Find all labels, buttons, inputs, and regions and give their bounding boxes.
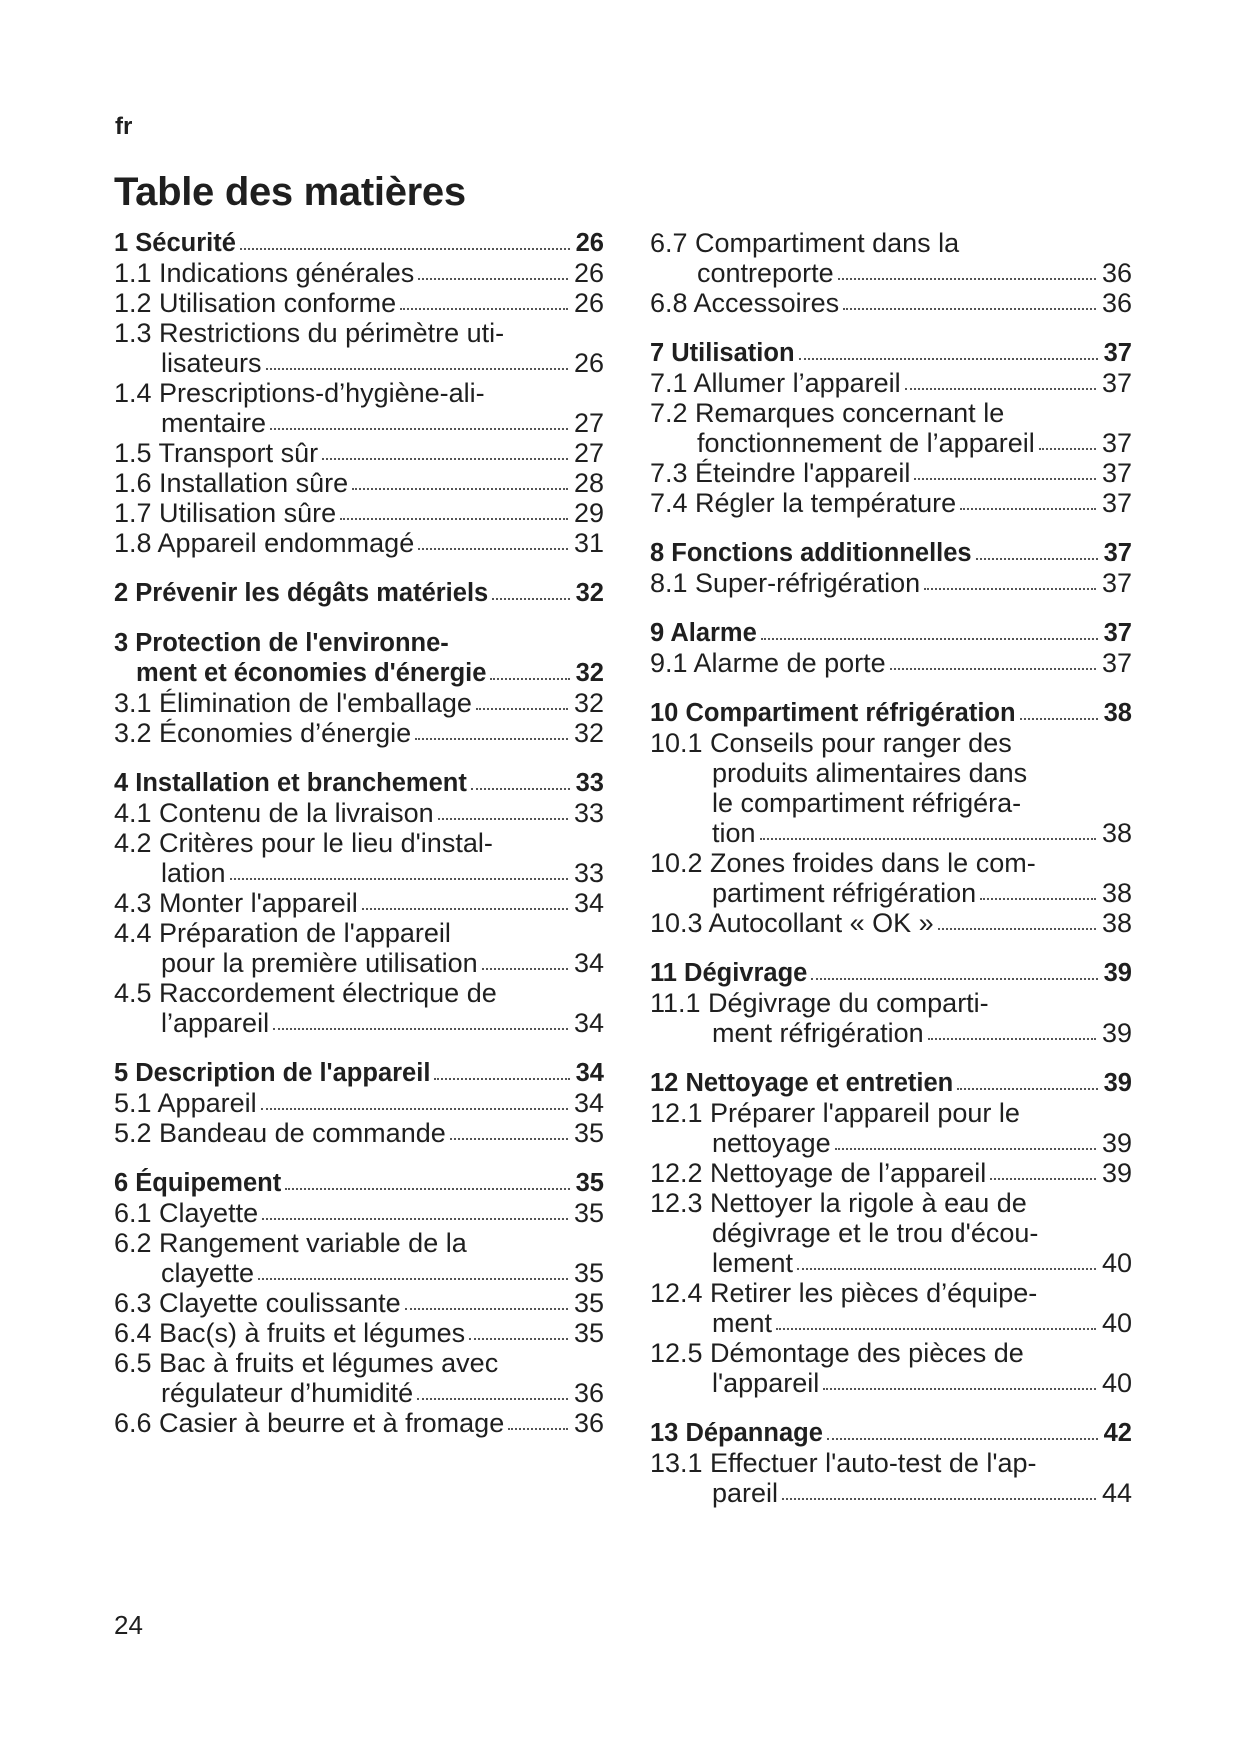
toc-entry-label: 9.1 Alarme de porte <box>650 648 886 678</box>
toc-entry-label: 5 Description de l'appareil <box>114 1059 431 1087</box>
toc-leader-dots <box>450 1138 568 1140</box>
toc-section <box>650 538 1132 598</box>
toc-leader-dots <box>838 278 1096 280</box>
toc-leader-dots <box>258 1278 568 1280</box>
toc-leader-dots <box>285 1188 569 1190</box>
toc-leader-dots <box>1020 718 1098 720</box>
toc-entry-label: 6.4 Bac(s) à fruits et légumes <box>114 1318 466 1348</box>
toc-leader-dots <box>415 738 568 740</box>
toc-leader-dots <box>322 458 568 460</box>
toc-leader-dots <box>405 1308 568 1310</box>
toc-leader-dots <box>797 1268 1096 1270</box>
toc-entry-label: partiment réfrigération <box>712 878 977 908</box>
toc-entry-row <box>114 798 604 828</box>
toc-entry-label: tion <box>712 818 756 848</box>
toc-leader-dots <box>823 1388 1096 1390</box>
page-title: Table des matières <box>114 170 466 214</box>
toc-entry-row <box>650 908 1132 938</box>
toc-entry-label: 6.6 Casier à beurre et à fromage <box>114 1408 505 1438</box>
toc-leader-dots <box>476 708 568 710</box>
toc-column-right <box>650 228 1132 1528</box>
toc-page-number: 37 <box>1101 648 1132 678</box>
toc-leader-dots <box>782 1498 1096 1500</box>
toc-entry-label: contreporte <box>697 258 834 288</box>
toc-entry-row <box>650 258 1132 288</box>
toc-entry-label: 7 Utilisation <box>650 339 795 367</box>
toc-section <box>650 338 1132 518</box>
toc-leader-dots <box>914 478 1096 480</box>
toc-entry-row <box>650 428 1132 458</box>
toc-page-number: 28 <box>573 468 604 498</box>
toc-page-number: 35 <box>575 1169 604 1197</box>
toc-page-number: 33 <box>573 858 604 888</box>
toc-entry-row <box>114 888 604 918</box>
toc-leader-dots <box>905 388 1096 390</box>
toc-page-number: 36 <box>573 1408 604 1438</box>
toc-entry-label: nettoyage <box>712 1128 831 1158</box>
toc-page-number: 36 <box>1101 258 1132 288</box>
toc-page-number: 35 <box>573 1198 604 1228</box>
toc-entry-label: 1.2 Utilisation conforme <box>114 288 397 318</box>
toc-entry-row <box>114 438 604 468</box>
toc-page-number: 32 <box>575 579 604 607</box>
toc-entry-label: 12.2 Nettoyage de l’appareil <box>650 1158 987 1188</box>
toc-section-row <box>650 698 1132 728</box>
toc-entry-label: 11.1 Dégivrage du comparti- <box>650 988 989 1018</box>
toc-leader-dots <box>230 878 568 880</box>
toc-entry-row <box>650 1018 1132 1048</box>
toc-entry-label: 12.1 Préparer l'appareil pour le <box>650 1098 1020 1128</box>
toc-leader-dots <box>270 428 568 430</box>
toc-leader-dots <box>924 588 1096 590</box>
toc-entry-label: 12.4 Retirer les pièces d’équipe- <box>650 1278 1038 1308</box>
toc-page-number: 40 <box>1101 1308 1132 1338</box>
toc-leader-dots <box>418 278 568 280</box>
toc-entry-row <box>114 1318 604 1348</box>
toc-section <box>114 768 604 1038</box>
toc-page-number: 35 <box>573 1118 604 1148</box>
toc-leader-dots <box>469 1338 568 1340</box>
toc-entry-label: 13.1 Effectuer l'auto-test de l'ap- <box>650 1448 1037 1478</box>
toc-page-number: 33 <box>575 769 604 797</box>
toc-entry-label: 4.5 Raccordement électrique de <box>114 978 497 1008</box>
toc-section-row <box>114 228 604 258</box>
toc-section-row <box>650 1068 1132 1098</box>
toc-page-number: 37 <box>1101 488 1132 518</box>
toc-entry-label: 11 Dégivrage <box>650 959 808 987</box>
toc-page-number: 40 <box>1101 1248 1132 1278</box>
toc-leader-dots <box>262 1218 568 1220</box>
toc-section <box>114 578 604 608</box>
toc-leader-dots <box>928 1038 1096 1040</box>
toc-page-number: 35 <box>573 1258 604 1288</box>
toc-entry-label: 1.8 Appareil endommagé <box>114 528 415 558</box>
toc-entry-label: le compartiment réfrigéra- <box>712 788 1022 818</box>
toc-entry-row <box>650 1308 1132 1338</box>
toc-page-number: 35 <box>573 1288 604 1318</box>
toc-entry-row <box>650 1248 1132 1278</box>
toc-entry-label: pour la première utilisation <box>161 948 478 978</box>
toc-entry-row <box>114 718 604 748</box>
toc-entry-row <box>650 288 1132 318</box>
toc-entry-row <box>114 858 604 888</box>
toc-entry-label: 1.1 Indications générales <box>114 258 415 288</box>
toc-leader-dots <box>418 548 568 550</box>
toc-entry-label: lation <box>161 858 226 888</box>
toc-section <box>650 618 1132 678</box>
toc-entry-label: 1.6 Installation sûre <box>114 468 349 498</box>
toc-entry-row <box>114 348 604 378</box>
toc-entry-label: 10.2 Zones froides dans le com- <box>650 848 1036 878</box>
toc-page-number: 26 <box>573 288 604 318</box>
toc-entry-label: 8.1 Super-réfrigération <box>650 568 921 598</box>
toc-page-number: 31 <box>573 528 604 558</box>
toc-entry-label: 1.5 Transport sûr <box>114 438 319 468</box>
toc-entry-row <box>114 528 604 558</box>
toc-leader-dots <box>827 1438 1098 1440</box>
toc-entry-label: 1 Sécurité <box>114 229 236 257</box>
toc-entry-row <box>114 408 604 438</box>
toc-entry-row <box>114 688 604 718</box>
toc-page-number: 29 <box>573 498 604 528</box>
toc-page-number: 37 <box>1103 339 1132 367</box>
toc-leader-dots <box>976 558 1098 560</box>
toc-entry-label: 6.7 Compartiment dans la <box>650 228 960 258</box>
toc-entry-label: 6.5 Bac à fruits et légumes avec <box>114 1348 499 1378</box>
toc-entry-label: 4.4 Préparation de l'appareil <box>114 918 451 948</box>
toc-leader-dots <box>438 818 568 820</box>
toc-leader-dots <box>400 308 568 310</box>
toc-page-number: 26 <box>573 348 604 378</box>
toc-page-number: 34 <box>573 948 604 978</box>
toc-entry-label: 12.3 Nettoyer la rigole à eau de <box>650 1188 1027 1218</box>
toc-section-row <box>650 958 1132 988</box>
toc-entry-label: 7.2 Remarques concernant le <box>650 398 1005 428</box>
toc-section <box>650 698 1132 938</box>
toc-entry-label: 6.2 Rangement variable de la <box>114 1228 467 1258</box>
toc-entry-row <box>114 258 604 288</box>
toc-page-number: 42 <box>1103 1419 1132 1447</box>
toc-entry-row <box>114 1288 604 1318</box>
toc-entry-label: 8 Fonctions additionnelles <box>650 539 972 567</box>
toc-entry-label: 1.7 Utilisation sûre <box>114 498 337 528</box>
toc-entry-label: pareil <box>712 1478 779 1508</box>
toc-entry-label: 4 Installation et branchement <box>114 769 467 797</box>
toc-column-left <box>114 228 604 1458</box>
toc-leader-dots <box>957 1088 1097 1090</box>
toc-page-number: 26 <box>573 258 604 288</box>
toc-entry-label: ment <box>712 1308 773 1338</box>
toc-entry-label: clayette <box>161 1258 255 1288</box>
toc-entry-row <box>650 568 1132 598</box>
toc-entry-row <box>114 948 604 978</box>
toc-entry-row <box>114 498 604 528</box>
toc-leader-dots <box>835 1148 1096 1150</box>
toc-entry-row <box>650 1478 1132 1508</box>
toc-entry-label: 2 Prévenir les dégâts matériels <box>114 579 489 607</box>
toc-entry-row <box>650 878 1132 908</box>
toc-leader-dots <box>843 308 1096 310</box>
toc-entry-label: produits alimentaires dans <box>712 758 1028 788</box>
toc-entry-label: 12 Nettoyage et entretien <box>650 1069 954 1097</box>
toc-page-number: 27 <box>573 408 604 438</box>
toc-entry-label: 4.2 Critères pour le lieu d'instal- <box>114 828 493 858</box>
toc-entry-label: lisateurs <box>161 348 262 378</box>
toc-entry-label: 3.2 Économies d’énergie <box>114 718 412 748</box>
toc-leader-dots <box>760 838 1096 840</box>
toc-entry-label: 12.5 Démontage des pièces de <box>650 1338 1024 1368</box>
toc-section-row <box>650 618 1132 648</box>
toc-page-number: 34 <box>573 1088 604 1118</box>
toc-section <box>650 958 1132 1048</box>
toc-entry-label: fonctionnement de l’appareil <box>697 428 1035 458</box>
toc-section <box>114 1058 604 1148</box>
toc-page-number: 37 <box>1103 619 1132 647</box>
toc-leader-dots <box>811 978 1097 980</box>
toc-entry-label: 6.8 Accessoires <box>650 288 840 318</box>
toc-section <box>114 228 604 558</box>
toc-entry-label: 13 Dépannage <box>650 1419 823 1447</box>
toc-leader-dots <box>1039 448 1096 450</box>
toc-entry-label: dégivrage et le trou d'écou- <box>712 1218 1039 1248</box>
toc-leader-dots <box>240 248 570 250</box>
toc-page-number: 26 <box>575 229 604 257</box>
toc-section <box>650 1418 1132 1508</box>
toc-entry-row <box>650 368 1132 398</box>
toc-entry-label: 7.4 Régler la température <box>650 488 957 518</box>
toc-entry-row <box>650 648 1132 678</box>
toc-page-number: 39 <box>1103 1069 1132 1097</box>
toc-page-number: 32 <box>573 718 604 748</box>
toc-leader-dots <box>799 358 1098 360</box>
toc-page-number: 37 <box>1101 568 1132 598</box>
toc-entry-label: 5.1 Appareil <box>114 1088 257 1118</box>
language-code: fr <box>115 113 133 140</box>
toc-entry-row <box>114 1008 604 1038</box>
toc-entry-label: 5.2 Bandeau de commande <box>114 1118 446 1148</box>
toc-entry-row <box>114 1378 604 1408</box>
toc-leader-dots <box>266 368 568 370</box>
toc-section-row <box>114 1058 604 1088</box>
toc-entry-label: 10 Compartiment réfrigération <box>650 699 1016 727</box>
toc-page-number: 38 <box>1101 878 1132 908</box>
toc-section <box>650 228 1132 318</box>
toc-page-number: 27 <box>573 438 604 468</box>
toc-section-row <box>650 338 1132 368</box>
toc-leader-dots <box>273 1028 568 1030</box>
toc-page-number: 39 <box>1101 1128 1132 1158</box>
toc-entry-row <box>114 1198 604 1228</box>
toc-leader-dots <box>417 1398 568 1400</box>
toc-leader-dots <box>938 928 1096 930</box>
toc-entry-label: 6 Équipement <box>114 1169 282 1197</box>
toc-page-number: 36 <box>573 1378 604 1408</box>
toc-entry-row <box>114 468 604 498</box>
toc-page-number: 40 <box>1101 1368 1132 1398</box>
toc-page-number: 37 <box>1103 539 1132 567</box>
toc-section <box>114 1168 604 1438</box>
toc-entry-label: mentaire <box>161 408 267 438</box>
toc-page-number: 44 <box>1101 1478 1132 1508</box>
toc-page-number: 36 <box>1101 288 1132 318</box>
toc-section <box>114 628 604 748</box>
toc-page-number: 37 <box>1101 458 1132 488</box>
toc-leader-dots <box>261 1108 568 1110</box>
toc-section-row <box>114 578 604 608</box>
toc-entry-label: 10.1 Conseils pour ranger des <box>650 728 1012 758</box>
toc-entry-row <box>650 488 1132 518</box>
toc-leader-dots <box>776 1328 1096 1330</box>
toc-page-number: 35 <box>573 1318 604 1348</box>
toc-leader-dots <box>471 788 570 790</box>
toc-leader-dots <box>490 678 569 680</box>
toc-entry-row <box>114 1408 604 1438</box>
toc-leader-dots <box>492 598 569 600</box>
toc-leader-dots <box>434 1078 569 1080</box>
toc-page-number: 39 <box>1101 1158 1132 1188</box>
toc-entry-row <box>114 1258 604 1288</box>
toc-entry-label: 3 Protection de l'environne- <box>114 629 449 657</box>
toc-leader-dots <box>362 908 568 910</box>
toc-entry-label: 10.3 Autocollant « OK » <box>650 908 934 938</box>
toc-page-number: 39 <box>1103 959 1132 987</box>
toc-entry-label: 6.3 Clayette coulissante <box>114 1288 401 1318</box>
toc-leader-dots <box>508 1428 568 1430</box>
toc-entry-row <box>650 1128 1132 1158</box>
toc-entry-label: l'appareil <box>712 1368 820 1398</box>
toc-page-number: 32 <box>575 659 604 687</box>
toc-page-number: 32 <box>573 688 604 718</box>
toc-entry-label: 6.1 Clayette <box>114 1198 259 1228</box>
toc-page-number: 34 <box>573 1008 604 1038</box>
toc-entry-label: 3.1 Élimination de l'emballage <box>114 688 472 718</box>
toc-entry-label: régulateur d’humidité <box>161 1378 414 1408</box>
toc-leader-dots <box>980 898 1096 900</box>
toc-entry-label: 7.1 Allumer l’appareil <box>650 368 901 398</box>
toc-entry-row <box>114 1088 604 1118</box>
toc-section-row <box>114 1168 604 1198</box>
toc-page-number: 37 <box>1101 368 1132 398</box>
toc-entry-row <box>650 1158 1132 1188</box>
toc-section-row <box>650 1418 1132 1448</box>
toc-entry-row <box>114 1118 604 1148</box>
toc-entry-label: ment réfrigération <box>712 1018 924 1048</box>
toc-leader-dots <box>890 668 1096 670</box>
toc-page-number: 34 <box>573 888 604 918</box>
toc-leader-dots <box>960 508 1096 510</box>
toc-leader-dots <box>482 968 568 970</box>
toc-page-number: 39 <box>1101 1018 1132 1048</box>
toc-entry-label: ment et économies d'énergie <box>136 659 487 687</box>
toc-section-row <box>114 768 604 798</box>
toc-entry-label: 9 Alarme <box>650 619 757 647</box>
toc-entry-row <box>650 1368 1132 1398</box>
toc-leader-dots <box>340 518 568 520</box>
toc-entry-label: 1.4 Prescriptions-d’hygiène-ali- <box>114 378 485 408</box>
toc-page-number: 33 <box>573 798 604 828</box>
toc-entry-label: 4.1 Contenu de la livraison <box>114 798 434 828</box>
toc-page-number: 38 <box>1101 908 1132 938</box>
toc-section-row <box>650 538 1132 568</box>
toc-page-number: 37 <box>1101 428 1132 458</box>
toc-leader-dots <box>990 1178 1096 1180</box>
toc-entry-label: l’appareil <box>161 1008 270 1038</box>
toc-entry-label: 4.3 Monter l'appareil <box>114 888 358 918</box>
toc-entry-label: lement <box>712 1248 794 1278</box>
toc-entry-label: 7.3 Éteindre l'appareil <box>650 458 911 488</box>
toc-page-number: 38 <box>1103 699 1132 727</box>
toc-page-number: 38 <box>1101 818 1132 848</box>
toc-section-row <box>114 658 604 688</box>
toc-entry-row <box>650 458 1132 488</box>
toc-leader-dots <box>761 638 1098 640</box>
toc-leader-dots <box>352 488 568 490</box>
toc-page-number: 34 <box>575 1059 604 1087</box>
toc-entry-row <box>650 818 1132 848</box>
toc-entry-row <box>114 288 604 318</box>
toc-entry-label: 1.3 Restrictions du périmètre uti- <box>114 318 505 348</box>
toc-section <box>650 1068 1132 1398</box>
page-number: 24 <box>114 1610 143 1640</box>
